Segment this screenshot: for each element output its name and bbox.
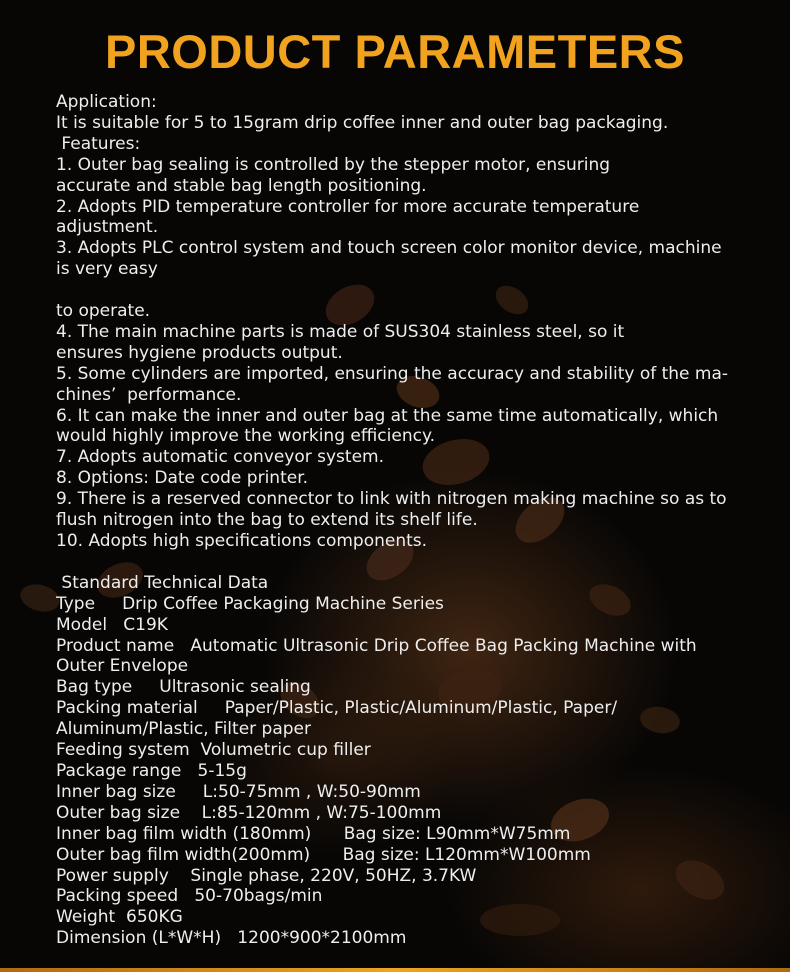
feature-line: 7. Adopts automatic conveyor system. xyxy=(56,447,384,468)
feature-line: 2. Adopts PID temperature controller for more accurate temperature xyxy=(56,196,640,217)
feature-line xyxy=(56,552,746,573)
technical-data-line: Packing material Paper/Plastic, Plastic/Aluminum/Plastic, Paper/ xyxy=(56,698,618,719)
technical-data-line: Packing speed 50-70bags/min xyxy=(56,886,323,907)
feature-line: 9. There is a reserved connector to link with nitrogen making machine so as to xyxy=(56,489,727,510)
feature-line: is very easy xyxy=(56,259,158,280)
technical-data-line: Model C19K xyxy=(56,614,168,635)
features-heading: Features: xyxy=(56,133,141,154)
technical-data-line: Inner bag film width (180mm) Bag size: L90mm*W75mm xyxy=(56,823,571,844)
feature-line: would highly improve the working efficiency. xyxy=(56,426,435,447)
technical-data-line: Weight 650KG xyxy=(56,907,183,928)
feature-line: accurate and stable bag length positioning. xyxy=(56,175,427,196)
features-list xyxy=(56,155,746,573)
technical-data-line: Package range 5-15g xyxy=(56,760,247,781)
technical-data-list xyxy=(56,594,746,949)
feature-line xyxy=(56,280,746,301)
feature-line: 5. Some cylinders are imported, ensuring the accuracy and stability of the ma- xyxy=(56,363,729,384)
feature-line: adjustment. xyxy=(56,217,159,238)
feature-line: 3. Adopts PLC control system and touch screen color monitor device, machine xyxy=(56,238,722,259)
feature-line: to operate. xyxy=(56,301,151,322)
technical-data-line: Power supply Single phase, 220V, 50HZ, 3.7KW xyxy=(56,865,477,886)
feature-line: 4. The main machine parts is made of SUS304 stainless steel, so it xyxy=(56,321,625,342)
technical-data-line: Feeding system Volumetric cup filler xyxy=(56,740,371,761)
technical-data-line: Outer Envelope xyxy=(56,656,189,677)
application-text: It is suitable for 5 to 15gram drip coffee inner and outer bag packaging. xyxy=(56,112,669,133)
technical-data-line: Bag type Ultrasonic sealing xyxy=(56,677,311,698)
page-title: PRODUCT PARAMETERS xyxy=(105,25,685,78)
feature-line: chines’ performance. xyxy=(56,384,242,405)
technical-data-line: Dimension (L*W*H) 1200*900*2100mm xyxy=(56,928,407,949)
feature-line: ensures hygiene products output. xyxy=(56,342,343,363)
feature-line: 10. Adopts high specifications components. xyxy=(56,531,428,552)
feature-line: 8. Options: Date code printer. xyxy=(56,468,309,489)
technical-heading: Standard Technical Data xyxy=(56,572,269,593)
technical-data-line: Inner bag size L:50-75mm , W:50-90mm xyxy=(56,781,421,802)
technical-data-line: Aluminum/Plastic, Filter paper xyxy=(56,719,311,740)
bottom-border xyxy=(0,968,790,972)
technical-data-line: Product name Automatic Ultrasonic Drip Coffee Bag Packing Machine with xyxy=(56,635,697,656)
technical-data-line: Type Drip Coffee Packaging Machine Series xyxy=(56,593,444,614)
feature-line: 6. It can make the inner and outer bag at the same time automatically, which xyxy=(56,405,719,426)
feature-line: flush nitrogen into the bag to extend its shelf life. xyxy=(56,510,478,531)
parameters-content xyxy=(56,92,746,949)
feature-line: 1. Outer bag sealing is controlled by the stepper motor, ensuring xyxy=(56,154,611,175)
technical-data-line: Outer bag size L:85-120mm , W:75-100mm xyxy=(56,802,442,823)
application-heading: Application: xyxy=(56,92,157,112)
technical-data-line: Outer bag film width(200mm) Bag size: L120mm*W100mm xyxy=(56,844,591,865)
